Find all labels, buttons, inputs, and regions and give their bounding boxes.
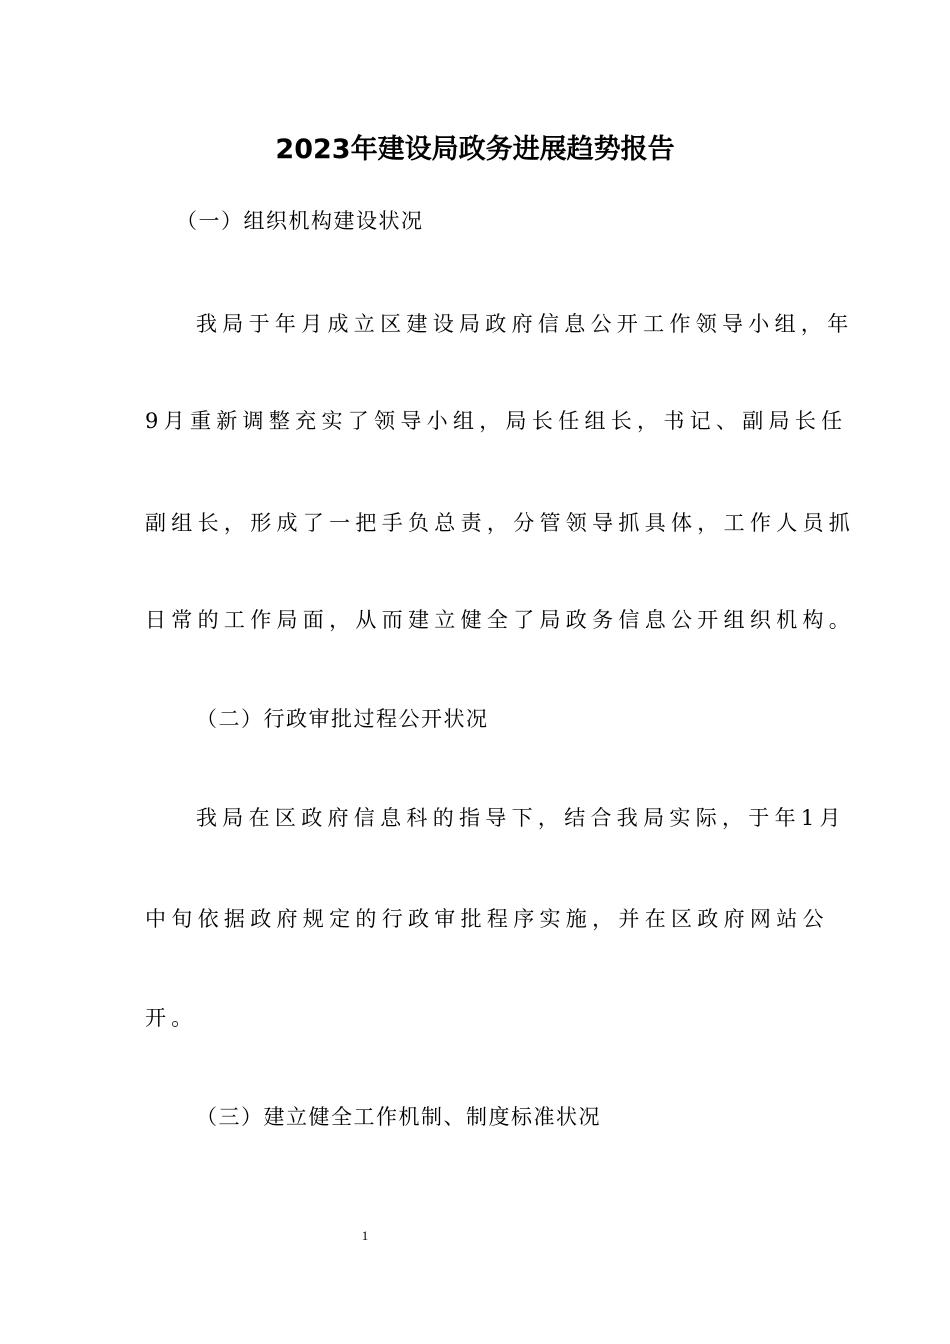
paragraph-line: 我局于年月成立区建设局政府信息公开工作领导小组，年	[196, 312, 854, 336]
paragraph-line: 9月重新调整充实了领导小组，局长任组长，书记、副局长任	[145, 409, 848, 433]
section-heading-3: （三）建立健全工作机制、制度标准状况	[196, 1105, 601, 1129]
paragraph-line: 日常的工作局面，从而建立健全了局政务信息公开组织机构。	[145, 608, 856, 632]
document-title: 2023年建设局政务进展趋势报告	[275, 134, 675, 165]
paragraph-line: 中旬依据政府规定的行政审批程序实施，并在区政府网站公	[145, 907, 829, 931]
page-number: 1	[361, 1228, 369, 1243]
section-heading-2: （二）行政审批过程公开状况	[196, 707, 489, 731]
paragraph-line: 开。	[145, 1006, 198, 1030]
paragraph-line: 副组长，形成了一把手负总责，分管领导抓具体，工作人员抓	[145, 511, 856, 535]
section-heading-1: （一）组织机构建设状况	[176, 209, 424, 233]
paragraph-line: 我局在区政府信息科的指导下，结合我局实际，于年1月	[196, 806, 846, 830]
